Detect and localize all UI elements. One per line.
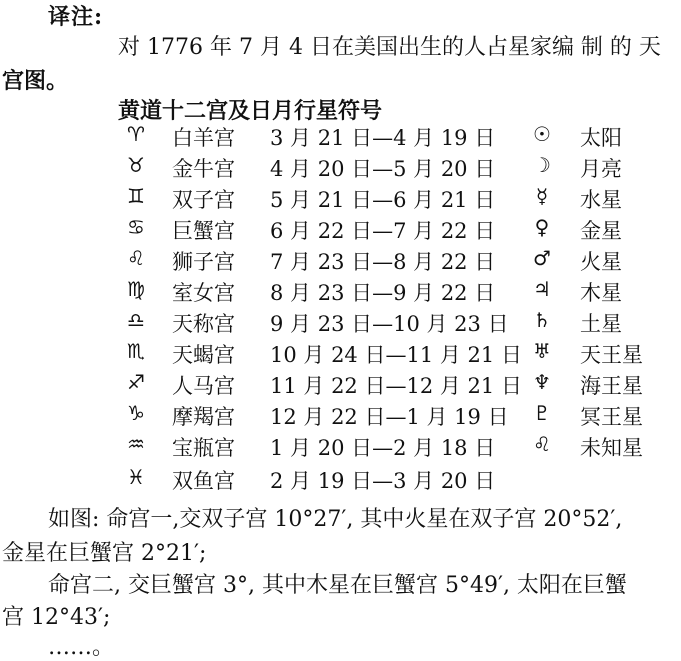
zodiac-name: 金牛宫 xyxy=(172,157,235,181)
table-title: 黄道十二宫及日月行星符号 xyxy=(118,98,383,124)
zodiac-name: 双子宫 xyxy=(172,188,235,212)
body-symbol: ☽ xyxy=(533,153,551,177)
body-name: 木星 xyxy=(580,281,622,305)
body-name: 太阳 xyxy=(580,126,622,150)
table-row xyxy=(0,122,681,152)
body-symbol: ☉ xyxy=(533,122,551,146)
table-row xyxy=(0,370,681,400)
zodiac-symbol: ♋ xyxy=(127,215,145,239)
table-row xyxy=(0,401,681,431)
note-line-2: 金星在巨蟹宫 2°21′; xyxy=(2,541,207,566)
zodiac-symbol: ♓ xyxy=(127,465,145,489)
table-row xyxy=(0,308,681,338)
zodiac-dates: 5 月 21 日—6 月 21 日 xyxy=(270,188,496,212)
zodiac-symbol: ♏ xyxy=(127,339,145,363)
body-symbol: ♂ xyxy=(533,246,551,270)
zodiac-name: 人马宫 xyxy=(172,374,235,398)
zodiac-dates: 9 月 23 日—10 月 23 日 xyxy=(270,312,509,336)
zodiac-symbol: ♈ xyxy=(127,122,145,146)
table-row xyxy=(0,465,681,495)
zodiac-symbol: ♊ xyxy=(127,184,145,208)
zodiac-dates: 1 月 20 日—2 月 18 日 xyxy=(270,436,496,460)
note-line-4: 宫 12°43′; xyxy=(2,605,111,630)
body-symbol: ♌ xyxy=(533,432,551,456)
intro-line-1: 对 1776 年 7 月 4 日在美国出生的人占星家编 制 的 天 xyxy=(118,35,661,60)
zodiac-dates: 3 月 21 日—4 月 19 日 xyxy=(270,126,496,150)
body-name: 火星 xyxy=(580,250,622,274)
body-symbol: ☿ xyxy=(535,184,549,208)
zodiac-dates: 6 月 22 日—7 月 22 日 xyxy=(270,219,496,243)
zodiac-dates: 10 月 24 日—11 月 21 日 xyxy=(270,343,522,367)
zodiac-dates: 2 月 19 日—3 月 20 日 xyxy=(270,469,496,493)
zodiac-symbol: ♒ xyxy=(127,432,145,456)
body-name: 海王星 xyxy=(580,374,643,398)
zodiac-name: 双鱼宫 xyxy=(172,469,235,493)
zodiac-dates: 8 月 23 日—9 月 22 日 xyxy=(270,281,496,305)
zodiac-dates: 11 月 22 日—12 月 21 日 xyxy=(270,374,522,398)
body-symbol: ♅ xyxy=(533,339,551,363)
table-row xyxy=(0,432,681,462)
table-row xyxy=(0,339,681,369)
zodiac-symbol: ♑ xyxy=(127,401,145,425)
zodiac-dates: 7 月 23 日—8 月 22 日 xyxy=(270,250,496,274)
body-name: 金星 xyxy=(580,219,622,243)
body-symbol: ♆ xyxy=(533,370,551,394)
body-symbol: ♇ xyxy=(533,401,551,425)
table-row xyxy=(0,277,681,307)
zodiac-name: 摩羯宫 xyxy=(172,405,235,429)
table-row xyxy=(0,215,681,245)
zodiac-name: 巨蟹宫 xyxy=(172,219,235,243)
body-name: 土星 xyxy=(580,312,622,336)
zodiac-name: 室女宫 xyxy=(172,281,235,305)
table-row xyxy=(0,246,681,276)
zodiac-name: 天称宫 xyxy=(172,312,235,336)
zodiac-dates: 12 月 22 日—1 月 19 日 xyxy=(270,405,509,429)
note-line-1: 如图: 命宫一,交双子宫 10°27′, 其中火星在双子宫 20°52′, xyxy=(48,507,623,532)
zodiac-symbol: ♍ xyxy=(127,277,145,301)
zodiac-symbol: ♎ xyxy=(127,308,145,332)
body-name: 月亮 xyxy=(580,157,622,181)
table-row xyxy=(0,184,681,214)
note-line-3: 命宫二, 交巨蟹宫 3°, 其中木星在巨蟹宫 5°49′, 太阳在巨蟹 xyxy=(48,573,627,598)
body-symbol: ♄ xyxy=(533,308,551,332)
intro-line-2: 宫图。 xyxy=(2,68,69,94)
ellipsis: ……。 xyxy=(48,635,115,660)
zodiac-name: 白羊宫 xyxy=(172,126,235,150)
zodiac-name: 狮子宫 xyxy=(172,250,235,274)
zodiac-symbol: ♉ xyxy=(127,153,145,177)
zodiac-name: 天蝎宫 xyxy=(172,343,235,367)
table-row xyxy=(0,153,681,183)
zodiac-symbol: ♐ xyxy=(127,370,145,394)
body-name: 水星 xyxy=(580,188,622,212)
body-name: 天王星 xyxy=(580,343,643,367)
body-name: 未知星 xyxy=(580,436,643,460)
body-symbol: ♀ xyxy=(534,215,550,239)
zodiac-dates: 4 月 20 日—5 月 20 日 xyxy=(270,157,496,181)
body-symbol: ♃ xyxy=(533,277,551,301)
zodiac-name: 宝瓶宫 xyxy=(172,436,235,460)
note-heading: 译注: xyxy=(48,4,104,30)
zodiac-symbol: ♌ xyxy=(127,246,145,270)
body-name: 冥王星 xyxy=(580,405,643,429)
